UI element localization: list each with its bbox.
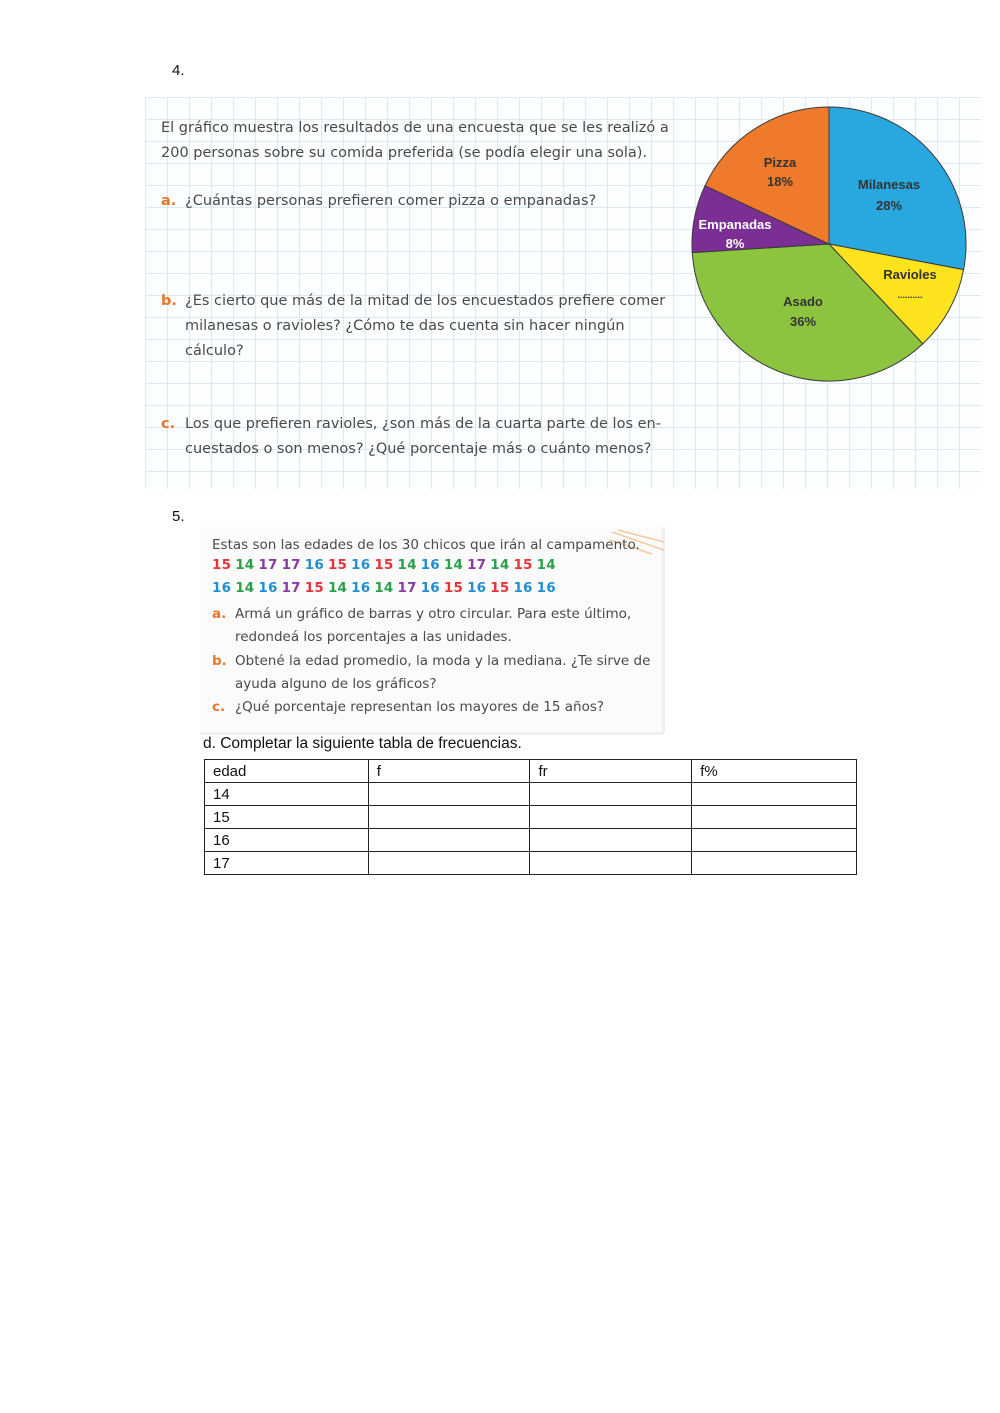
age-value: 14 bbox=[235, 557, 255, 573]
age-value: 14 bbox=[235, 580, 255, 596]
table-header-row bbox=[205, 760, 857, 783]
age-value: 16 bbox=[304, 557, 324, 573]
answer-cell[interactable] bbox=[692, 783, 857, 806]
column-header: edad bbox=[205, 760, 369, 783]
age-value: 17 bbox=[258, 557, 278, 573]
age-value: 16 bbox=[212, 580, 232, 596]
age-value: 15 bbox=[327, 557, 348, 573]
question-5-number: 5. bbox=[172, 508, 185, 525]
table-row bbox=[205, 852, 857, 875]
question-4b-line1: ¿Es cierto que más de la mitad de los encuestados prefiere comer bbox=[185, 293, 666, 309]
question-5d: d. Completar la siguiente tabla de frecuencias. bbox=[203, 735, 522, 752]
pie-value-ravioles: .......... bbox=[897, 290, 923, 300]
item-letter: b. bbox=[161, 293, 177, 309]
column-header: f bbox=[368, 760, 530, 783]
question-4c-line1: Los que prefieren ravioles, ¿son más de la cuarta parte de los en- bbox=[185, 416, 661, 432]
age-value: 16 bbox=[513, 580, 533, 596]
age-value: 16 bbox=[351, 557, 371, 573]
answer-cell[interactable] bbox=[530, 806, 692, 829]
question-5c bbox=[212, 696, 657, 719]
age-value: 16 bbox=[258, 580, 278, 596]
question-5b-line1: Obtené la edad promedio, la moda y la mediana. ¿Te sirve de bbox=[235, 653, 651, 669]
answer-cell[interactable] bbox=[530, 852, 692, 875]
column-header: fr bbox=[530, 760, 692, 783]
age-value: 14 bbox=[536, 557, 556, 573]
question-5a-line2: redondeá los porcentajes a las unidades. bbox=[235, 629, 512, 645]
answer-cell[interactable] bbox=[692, 806, 857, 829]
table-row bbox=[205, 806, 857, 829]
age-value: 15 bbox=[374, 557, 394, 573]
item-letter: c. bbox=[161, 416, 176, 432]
answer-cell[interactable] bbox=[368, 852, 530, 875]
question-4-number: 4. bbox=[172, 62, 185, 79]
age-value: 14 bbox=[443, 557, 464, 573]
age-value: 15 bbox=[443, 580, 464, 596]
age-value: 14 bbox=[490, 557, 510, 573]
pie-value-pizza: 18% bbox=[766, 174, 794, 189]
age-value: 16 bbox=[536, 580, 556, 596]
question-4a bbox=[161, 189, 681, 214]
age-value: 16 bbox=[420, 557, 440, 573]
item-letter: c. bbox=[212, 699, 226, 715]
question-5b-line2: ayuda alguno de los gráficos? bbox=[235, 676, 437, 692]
age-value: 17 bbox=[281, 557, 301, 573]
item-letter: a. bbox=[212, 606, 227, 622]
age-cell: 17 bbox=[205, 852, 369, 875]
question-4b-line2: milanesas o ravioles? ¿Cómo te das cuenta sin hacer ningún cálculo? bbox=[185, 318, 625, 359]
pie-label-empanadas: Empanadas bbox=[698, 217, 772, 232]
answer-cell[interactable] bbox=[530, 783, 692, 806]
age-cell: 14 bbox=[205, 783, 369, 806]
food-preference-pie-chart bbox=[688, 100, 970, 390]
age-value: 15 bbox=[304, 580, 324, 596]
age-value: 14 bbox=[374, 580, 394, 596]
ages-row-1 bbox=[212, 557, 560, 573]
age-value: 16 bbox=[467, 580, 487, 596]
age-cell: 16 bbox=[205, 829, 369, 852]
answer-cell[interactable] bbox=[692, 852, 857, 875]
age-value: 17 bbox=[467, 557, 487, 573]
age-value: 17 bbox=[397, 580, 417, 596]
age-cell: 15 bbox=[205, 806, 369, 829]
question-4b bbox=[161, 289, 686, 364]
question-4c-line2: cuestados o son menos? ¿Qué porcentaje más o cuánto menos? bbox=[185, 441, 652, 457]
answer-cell[interactable] bbox=[530, 829, 692, 852]
pie-value-milanesas: 28% bbox=[875, 198, 903, 213]
age-value: 15 bbox=[513, 557, 533, 573]
frequency-table bbox=[204, 759, 857, 875]
age-value: 16 bbox=[351, 580, 371, 596]
ages-row-2 bbox=[212, 580, 560, 596]
age-value: 15 bbox=[490, 580, 510, 596]
age-value: 17 bbox=[281, 580, 301, 596]
item-letter: a. bbox=[161, 193, 177, 209]
question-4c bbox=[161, 412, 686, 462]
table-row bbox=[205, 829, 857, 852]
answer-cell[interactable] bbox=[368, 829, 530, 852]
pie-label-ravioles: Ravioles bbox=[883, 267, 937, 282]
question-4-intro: El gráfico muestra los resultados de una encuesta que se les realizó a 200 personas sobre su comida preferida (se podía elegir una sola). bbox=[161, 120, 669, 161]
question-5-intro: Estas son las edades de los 30 chicos que irán al campamento. bbox=[212, 537, 640, 553]
item-letter: b. bbox=[212, 653, 227, 669]
column-header: f% bbox=[692, 760, 857, 783]
question-4a-text: ¿Cuántas personas prefieren comer pizza o empanadas? bbox=[185, 193, 597, 209]
pie-value-empanadas: 8% bbox=[725, 236, 745, 251]
pie-value-asado: 36% bbox=[789, 314, 817, 329]
answer-cell[interactable] bbox=[692, 829, 857, 852]
pie-label-asado: Asado bbox=[783, 294, 823, 309]
pie-label-milanesas: Milanesas bbox=[857, 177, 921, 192]
question-5a-line1: Armá un gráfico de barras y otro circular. Para este último, bbox=[235, 606, 632, 622]
question-5a bbox=[212, 603, 657, 649]
age-value: 14 bbox=[397, 557, 417, 573]
answer-cell[interactable] bbox=[368, 806, 530, 829]
age-value: 15 bbox=[212, 557, 232, 573]
question-5b bbox=[212, 650, 657, 696]
age-value: 16 bbox=[420, 580, 440, 596]
answer-cell[interactable] bbox=[368, 783, 530, 806]
table-row bbox=[205, 783, 857, 806]
age-value: 14 bbox=[327, 580, 348, 596]
question-5c-text: ¿Qué porcentaje representan los mayores de 15 años? bbox=[235, 699, 605, 715]
pie-label-pizza: Pizza bbox=[763, 155, 797, 170]
